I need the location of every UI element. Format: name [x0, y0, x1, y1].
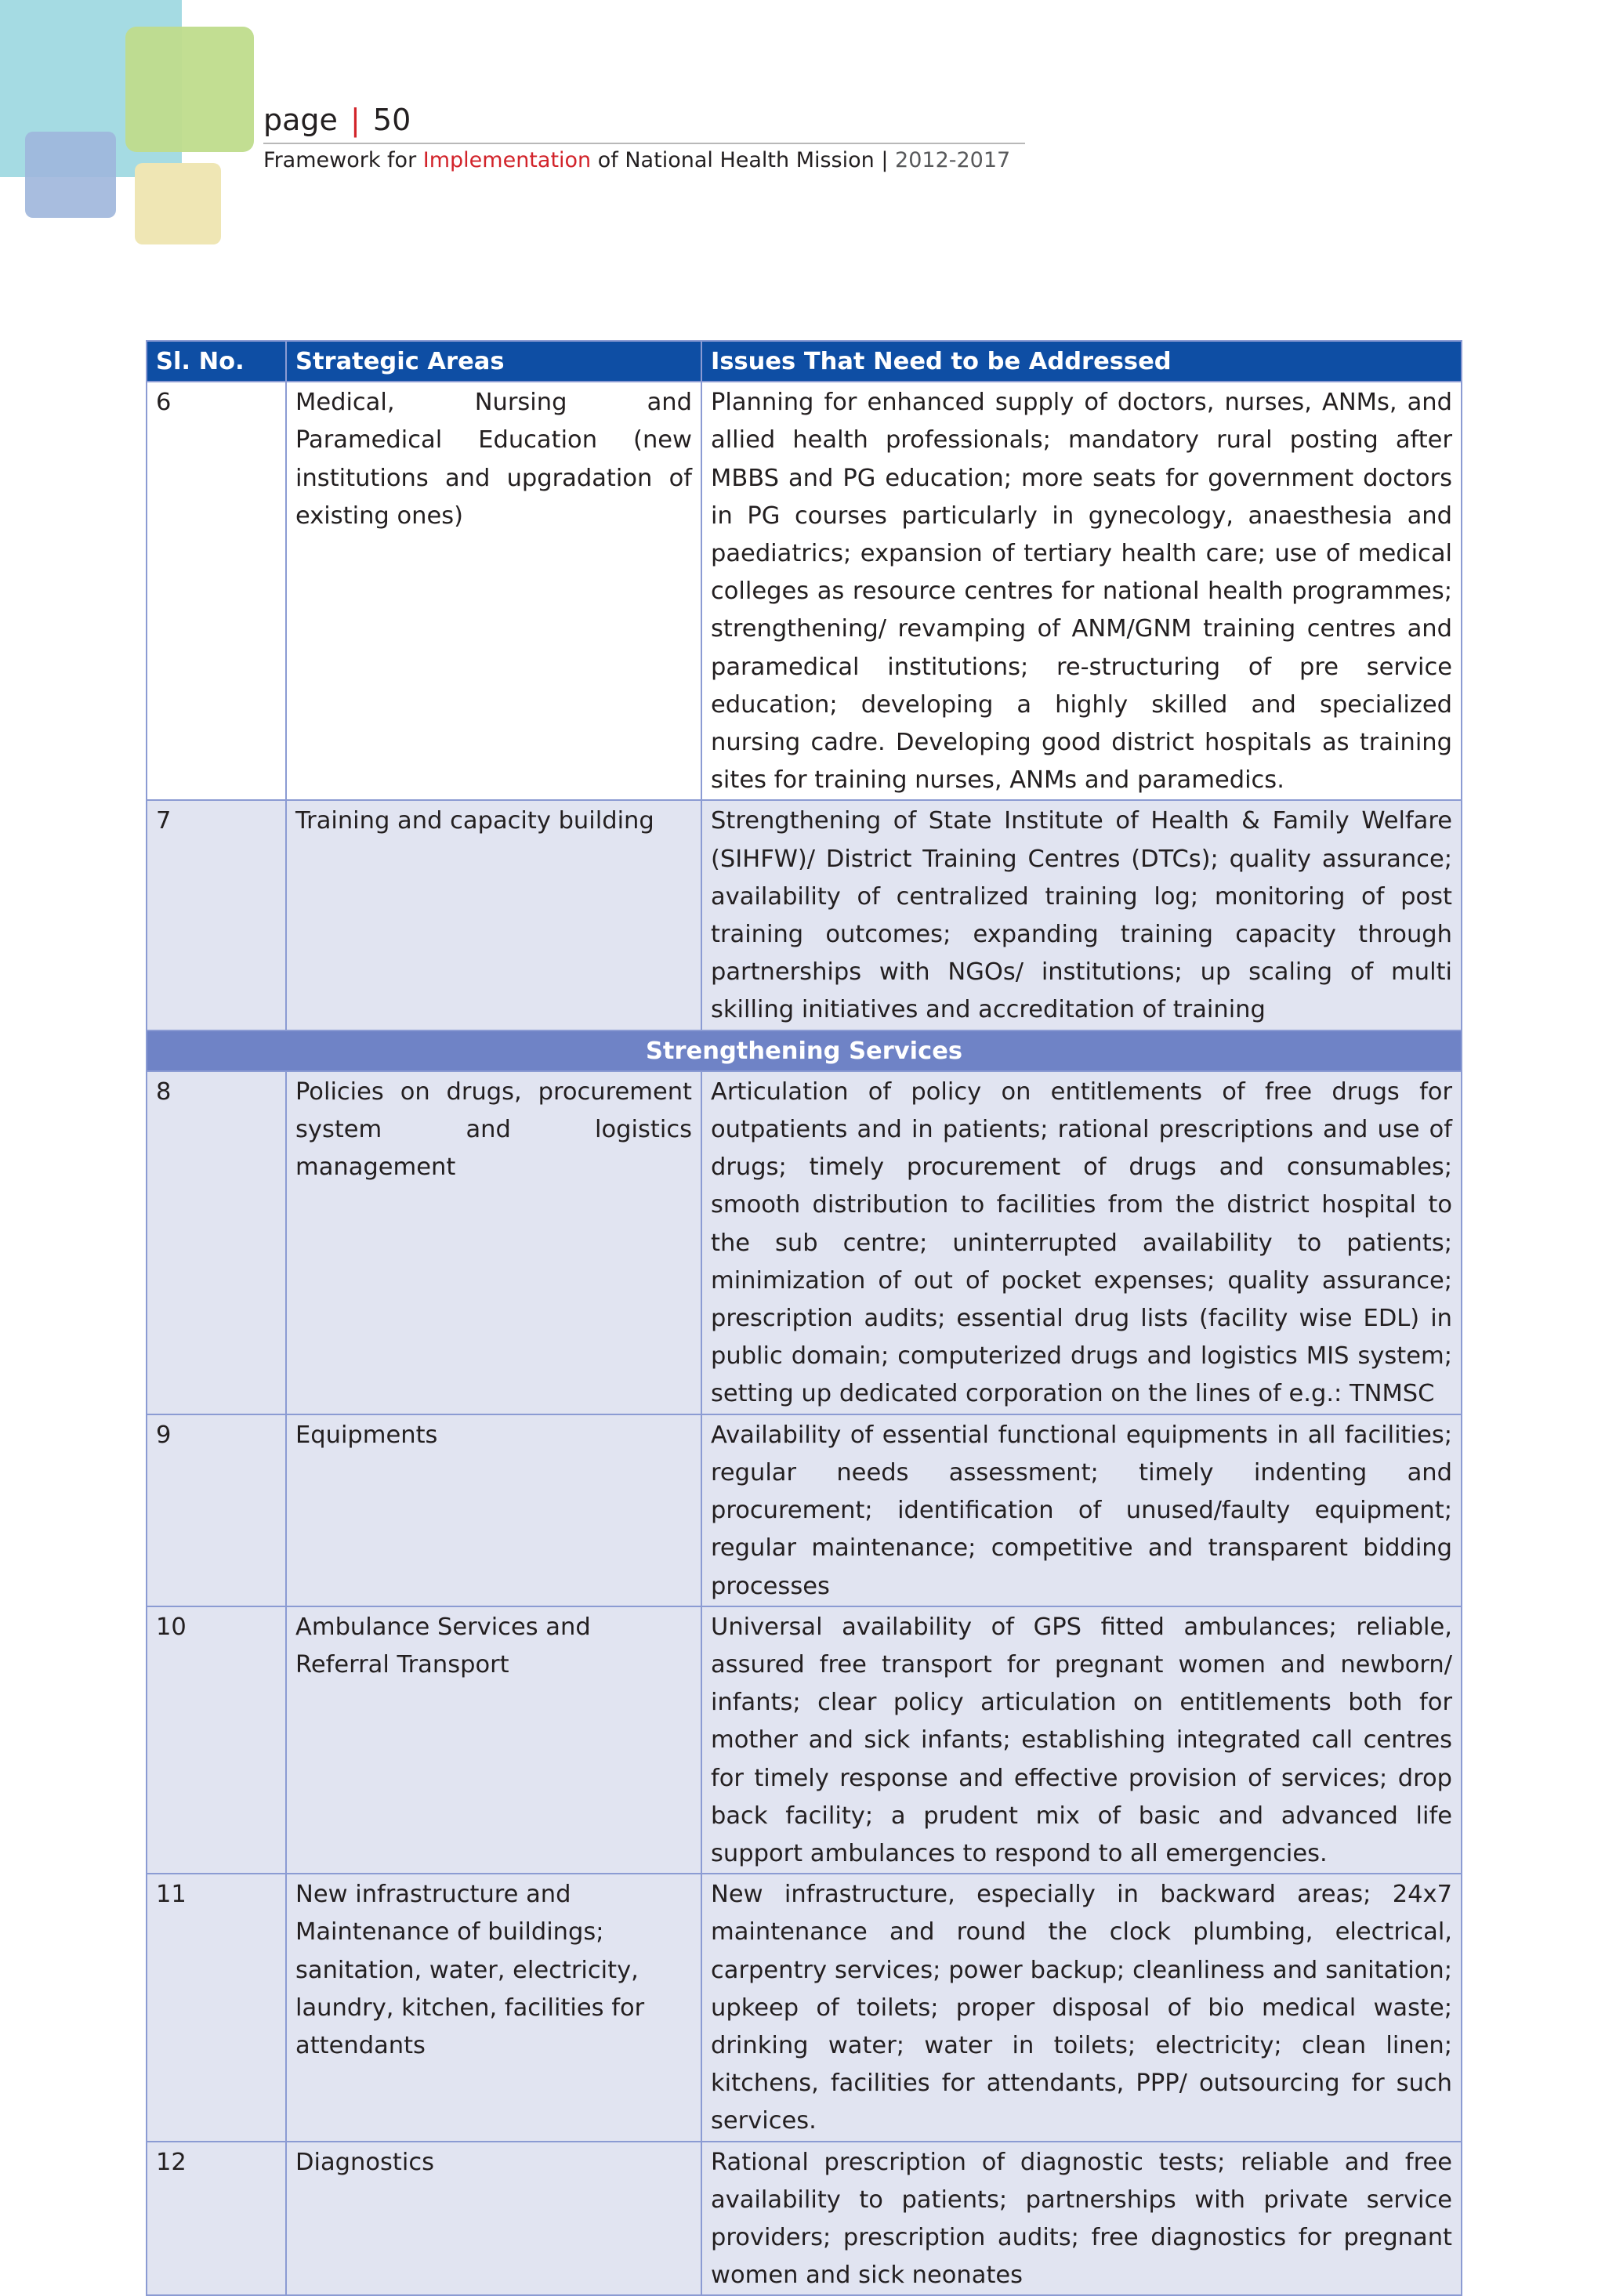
- row-strategic-area: New infrastructure and Maintenance of buildings; sanitation, water, electricity, laundry, kitchen, facilities for attendants: [286, 1874, 701, 2141]
- row-issues: Strengthening of State Institute of Health & Family Welfare (SIHFW)/ District Training Centres (DTCs); quality assurance; availability of centralized training log; monitoring of post training outcomes; expanding training capacity through partnerships with NGOs/ institutions; up scaling of multi skilling initiatives and accreditation of training: [701, 800, 1462, 1030]
- page-header: [263, 100, 1025, 177]
- table-row: [147, 800, 1462, 1030]
- subtitle-suffix: of National Health Mission |: [591, 148, 896, 172]
- subtitle-highlight: Implementation: [422, 148, 592, 172]
- row-number: 11: [147, 1874, 286, 2141]
- row-number: 9: [147, 1414, 286, 1606]
- page-word: page: [263, 103, 338, 137]
- table-row: [147, 1874, 1462, 2141]
- row-number: 10: [147, 1606, 286, 1874]
- decor-square-blue: [25, 132, 116, 218]
- document-subtitle: [263, 144, 1025, 177]
- subtitle-years: 2012-2017: [895, 148, 1011, 172]
- row-number: 6: [147, 382, 286, 800]
- row-number: 8: [147, 1071, 286, 1414]
- row-strategic-area: Medical, Nursing and Paramedical Education (new institutions and upgradation of existing ones): [286, 382, 701, 800]
- row-strategic-area: Training and capacity building: [286, 800, 701, 1030]
- row-strategic-area: Ambulance Services and Referral Transport: [286, 1606, 701, 1874]
- page-number: 50: [372, 103, 411, 137]
- row-issues: New infrastructure, especially in backward areas; 24x7 maintenance and round the clock plumbing, electrical, carpentry services; power backup; cleanliness and sanitation; upkeep of toilets; proper disposal of bio medical waste; drinking water; water in toilets; electricity; clean linen; kitchens, facilities for attendants, PPP/ outsourcing for such services.: [701, 1874, 1462, 2141]
- page-number-label: [263, 100, 1025, 139]
- row-issues: Articulation of policy on entitlements of free drugs for outpatients and in patients; rational prescriptions and use of drugs; timely procurement of drugs and consumables; smooth distribution to facilities from the district hospital to the sub centre; uninterrupted availability to patients; minimization of out of pocket expenses; quality assurance; prescription audits; essential drug lists (facility wise EDL) in public domain; computerized drugs and logistics MIS system; setting up dedicated corporation on the lines of e.g.: TNMSC: [701, 1071, 1462, 1414]
- subtitle-prefix: Framework for: [263, 148, 423, 172]
- row-issues: Rational prescription of diagnostic tests; reliable and free availability to patients; partnerships with private service providers; prescription audits; free diagnostics for pregnant women and sick neonates: [701, 2142, 1462, 2296]
- row-issues: Planning for enhanced supply of doctors, nurses, ANMs, and allied health professionals; mandatory rural posting after MBBS and PG education; more seats for government doctors in PG courses particularly in gynecology, anaesthesia and paediatrics; expansion of tertiary health care; use of medical colleges as resource centres for national health programmes; strengthening/ revamping of ANM/GNM training centres and paramedical institutions; re-structuring of pre service education; developing a highly skilled and specialized nursing cadre. Developing good district hospitals as training sites for training nurses, ANMs and paramedics.: [701, 382, 1462, 800]
- row-strategic-area: Policies on drugs, procurement system and logistics management: [286, 1071, 701, 1414]
- row-number: 12: [147, 2142, 286, 2296]
- table-row: [147, 2142, 1462, 2296]
- row-strategic-area: Diagnostics: [286, 2142, 701, 2296]
- table-row: [147, 1606, 1462, 1874]
- decor-square-green: [125, 27, 254, 152]
- section-row: [147, 1030, 1462, 1071]
- page-separator: |: [350, 103, 360, 137]
- row-issues: Universal availability of GPS fitted ambulances; reliable, assured free transport for pregnant women and newborn/ infants; clear policy articulation on entitlements both for mother and sick infants; establishing integrated call centres for timely response and effective provision of services; drop back facility; a prudent mix of basic and advanced life support ambulances to respond to all emergencies.: [701, 1606, 1462, 1874]
- section-title: Strengthening Services: [147, 1030, 1462, 1071]
- table-row: [147, 382, 1462, 800]
- strategic-areas-table: [146, 340, 1462, 2296]
- table-row: [147, 1071, 1462, 1414]
- column-header-sl-no: Sl. No.: [147, 341, 286, 382]
- table-header-row: [147, 341, 1462, 382]
- column-header-issues: Issues That Need to be Addressed: [701, 341, 1462, 382]
- row-issues: Availability of essential functional equipments in all facilities; regular needs assessment; timely indenting and procurement; identification of unused/faulty equipment; regular maintenance; competitive and transparent bidding processes: [701, 1414, 1462, 1606]
- row-number: 7: [147, 800, 286, 1030]
- decor-square-yellow: [135, 163, 221, 244]
- table-row: [147, 1414, 1462, 1606]
- row-strategic-area: Equipments: [286, 1414, 701, 1606]
- column-header-strategic-areas: Strategic Areas: [286, 341, 701, 382]
